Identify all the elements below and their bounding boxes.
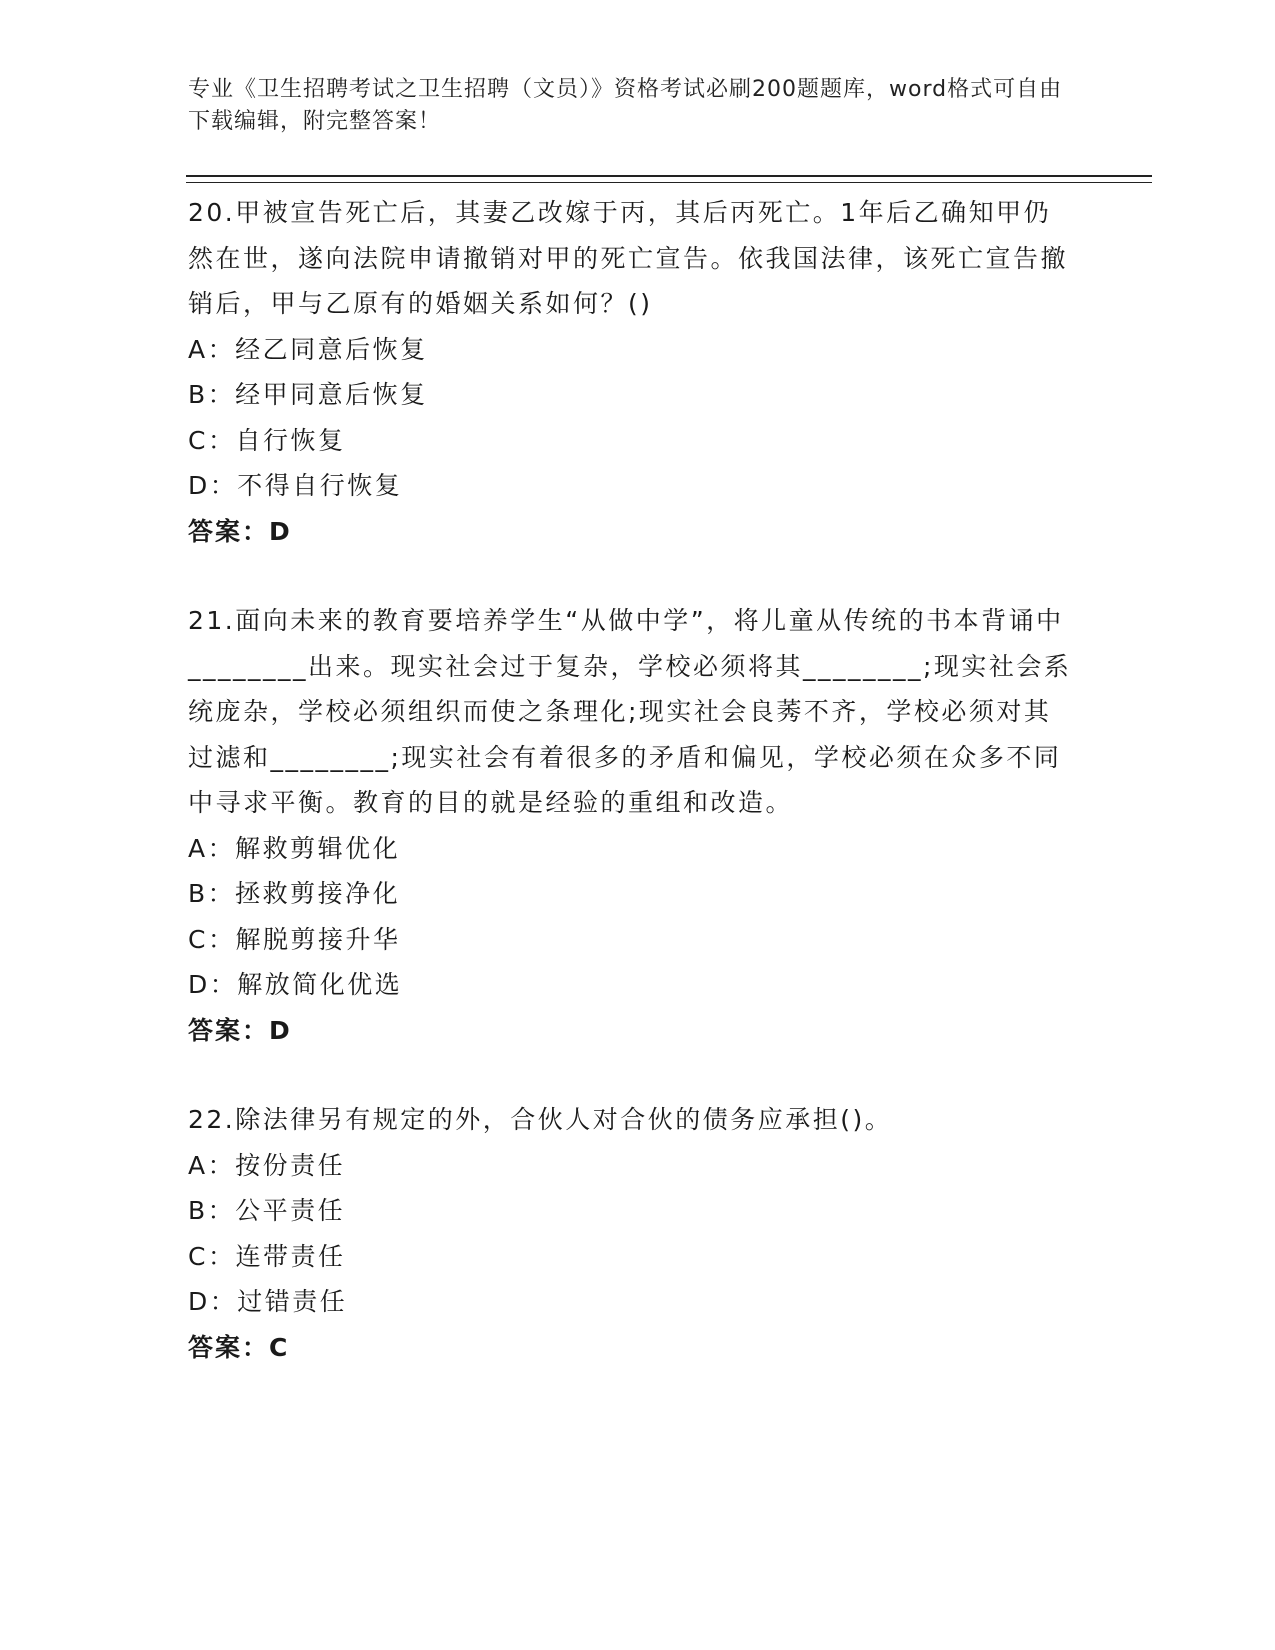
question-list bbox=[188, 190, 1078, 1370]
answer: 答案：D bbox=[188, 516, 292, 546]
option-a: A：解救剪辑优化 bbox=[188, 833, 401, 863]
answer: 答案：C bbox=[188, 1332, 290, 1362]
option-d: D：过错责任 bbox=[188, 1287, 348, 1316]
option-d: D：不得自行恢复 bbox=[188, 471, 403, 500]
option-b: B：经甲同意后恢复 bbox=[188, 380, 428, 409]
answer: 答案：D bbox=[188, 1015, 292, 1045]
option-a: A：按份责任 bbox=[188, 1150, 346, 1180]
question-stem: 22.除法律另有规定的外，合伙人对合伙的债务应承担()。 bbox=[188, 1105, 893, 1134]
option-d: D：解放简化优选 bbox=[188, 970, 403, 999]
spacer bbox=[188, 554, 1078, 598]
option-a: A：经乙同意后恢复 bbox=[188, 334, 428, 364]
option-b: B：拯救剪接净化 bbox=[188, 879, 401, 908]
header-rule-thin bbox=[186, 182, 1152, 183]
option-c: C：连带责任 bbox=[188, 1241, 346, 1271]
question-stem: 20.甲被宣告死亡后，其妻乙改嫁于丙，其后丙死亡。1年后乙确知甲仍然在世，遂向法院申请撤销对甲的死亡宣告。依我国法律，该死亡宣告撤销后，甲与乙原有的婚姻关系如何？() bbox=[188, 198, 1069, 318]
option-c: C：自行恢复 bbox=[188, 425, 346, 455]
question-20 bbox=[188, 190, 1078, 554]
document-header: 专业《卫生招聘考试之卫生招聘（文员）》资格考试必刷200题题库，word格式可自由下载编辑，附完整答案！ bbox=[188, 77, 1063, 134]
option-c: C：解脱剪接升华 bbox=[188, 924, 401, 954]
question-stem: 21.面向未来的教育要培养学生“从做中学”，将儿童从传统的书本背诵中________出来。现实社会过于复杂，学校必须将其________;现实社会系统庞杂，学校必须组织而使之条理化;现实社会良莠不齐，学校必须对其过滤和________;现实社会有着很多的矛盾和偏见，学校必须在众多不同中寻求平衡。教育的目的就是经验的重组和改造。 bbox=[188, 606, 1072, 817]
option-b: B：公平责任 bbox=[188, 1196, 346, 1225]
question-22 bbox=[188, 1097, 1078, 1370]
spacer bbox=[188, 1053, 1078, 1097]
header-rule-thick bbox=[186, 175, 1152, 177]
question-21 bbox=[188, 598, 1078, 1053]
